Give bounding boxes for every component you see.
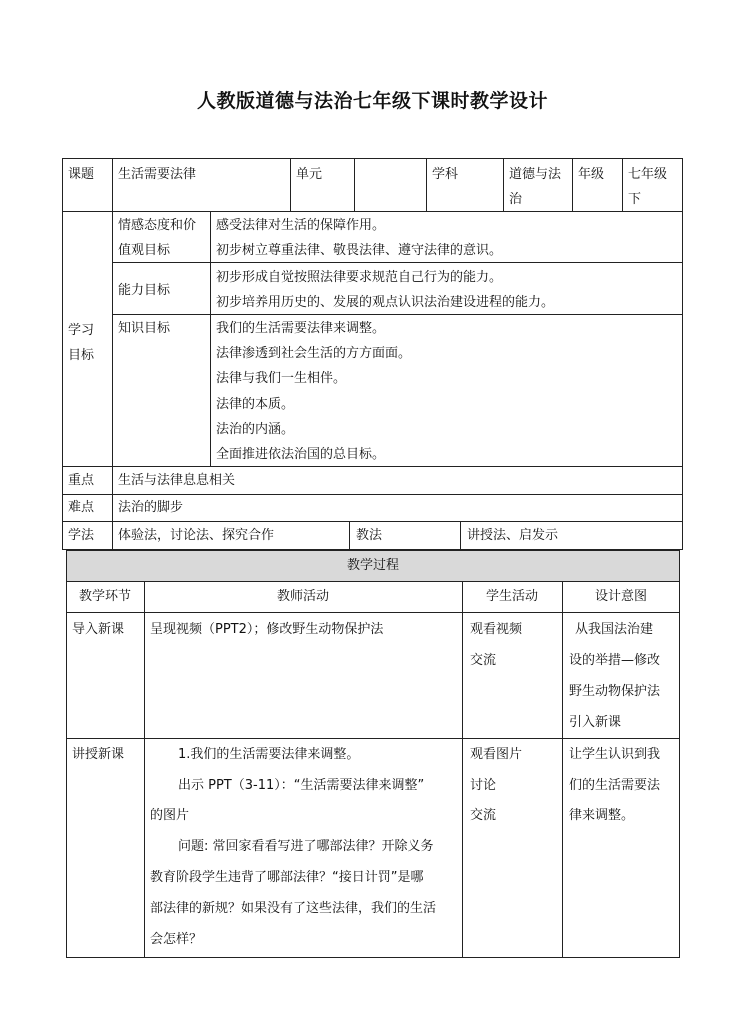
rule [426, 158, 427, 211]
teacher-activity-line: 呈现视频（PPT2）；修改野生动物保护法 [150, 622, 384, 637]
rule [66, 738, 680, 739]
grade-label: 年级 [578, 167, 605, 182]
emotion-goal-line: 初步树立尊重法律、敬畏法律、遵守法律的意识。 [216, 243, 503, 258]
subject-value-line1: 道德与法 [509, 167, 562, 182]
teacher-activity-line: 出示 PPT（3-11）：“生活需要法律来调整” [178, 778, 425, 793]
knowledge-goal-line: 法律与我们一生相伴。 [216, 371, 347, 386]
emotion-goal-label-line2: 值观目标 [118, 243, 171, 258]
topic-value: 生活需要法律 [118, 167, 197, 182]
design-intent-line: 引入新课 [569, 715, 622, 730]
teach-method-value: 讲授法、启发示 [467, 528, 559, 543]
student-activity-line: 交流 [470, 808, 497, 823]
rule [462, 581, 463, 958]
process-header: 教学过程 [346, 558, 399, 573]
stage-label: 讲授新课 [72, 747, 125, 762]
teacher-activity-line: 1.我们的生活需要法律来调整。 [178, 747, 360, 762]
column-header-teacher: 教师活动 [276, 589, 329, 604]
knowledge-goal-label: 知识目标 [118, 321, 171, 336]
teach-method-label: 教法 [356, 528, 383, 543]
study-method-value: 体验法，讨论法、探究合作 [118, 528, 275, 543]
teacher-activity-line: 会怎样？ [150, 932, 203, 947]
rule [460, 521, 461, 550]
knowledge-goal-line: 法律的本质。 [216, 397, 295, 412]
grade-value-line1: 七年级 [628, 167, 668, 182]
topic-label: 课题 [68, 167, 95, 182]
rule [62, 211, 683, 212]
subject-label: 学科 [432, 167, 459, 182]
student-activity-line: 观看视频 [470, 622, 523, 637]
design-intent-line: 从我国法治建 [575, 622, 654, 637]
grade-value-line2: 下 [628, 192, 642, 207]
difficulty-value: 法治的脚步 [118, 500, 184, 515]
rule [112, 158, 113, 550]
student-activity-line: 讨论 [470, 778, 497, 793]
rule [66, 581, 680, 582]
knowledge-goal-line: 法律渗透到社会生活的方方面面。 [216, 346, 412, 361]
emotion-goal-line: 感受法律对生活的保障作用。 [216, 218, 386, 233]
knowledge-goal-line: 全面推进依法治国的总目标。 [216, 447, 386, 462]
ability-goal-line: 初步培养用历史的、发展的观点认识法治建设进程的能力。 [216, 295, 555, 310]
difficulty-label: 难点 [68, 500, 95, 515]
ability-goal-label: 能力目标 [118, 283, 171, 298]
design-intent-line: 让学生认识到我 [569, 747, 661, 762]
teacher-activity-line: 部法律的新规？如果没有了这些法律，我们的生活 [150, 901, 437, 916]
student-activity-line: 观看图片 [470, 747, 523, 762]
rule [290, 158, 291, 211]
knowledge-goal-line: 我们的生活需要法律来调整。 [216, 321, 386, 336]
rule [144, 581, 145, 958]
rule [349, 521, 350, 550]
design-intent-line: 野生动物保护法 [569, 684, 661, 699]
unit-label: 单元 [296, 167, 323, 182]
key-point-label: 重点 [68, 473, 95, 488]
stage-label: 导入新课 [72, 622, 125, 637]
column-header-student: 学生活动 [485, 589, 538, 604]
emotion-goal-label-line1: 情感态度和价 [118, 218, 197, 233]
design-intent-line: 们的生活需要法 [569, 778, 661, 793]
document-title: 人教版道德与法治七年级下课时教学设计 [196, 90, 548, 112]
rule [562, 581, 563, 958]
column-header-intent: 设计意图 [594, 589, 647, 604]
design-intent-line: 设的举措—修改 [569, 653, 661, 668]
goals-label-line2: 目标 [68, 348, 95, 363]
rule [354, 158, 355, 211]
knowledge-goal-line: 法治的内涵。 [216, 422, 295, 437]
design-intent-line: 律来调整。 [569, 808, 635, 823]
teacher-activity-line: 的图片 [150, 808, 190, 823]
teacher-activity-line: 问题: 常回家看看写进了哪部法律？开除义务 [178, 839, 434, 854]
rule [66, 612, 680, 613]
rule [622, 158, 623, 211]
column-header-stage: 教学环节 [78, 589, 131, 604]
key-point-value: 生活与法律息息相关 [118, 473, 236, 488]
rule [62, 521, 683, 522]
rule [572, 158, 573, 211]
rule [503, 158, 504, 211]
ability-goal-line: 初步形成自觉按照法律要求规范自己行为的能力。 [216, 270, 503, 285]
subject-value-line2: 治 [509, 192, 523, 207]
rule [210, 211, 211, 466]
student-activity-line: 交流 [470, 653, 497, 668]
teacher-activity-line: 教育阶段学生违背了哪部法律？“接日计罚”是哪 [150, 870, 424, 885]
study-method-label: 学法 [68, 528, 95, 543]
goals-label-line1: 学习 [68, 323, 95, 338]
